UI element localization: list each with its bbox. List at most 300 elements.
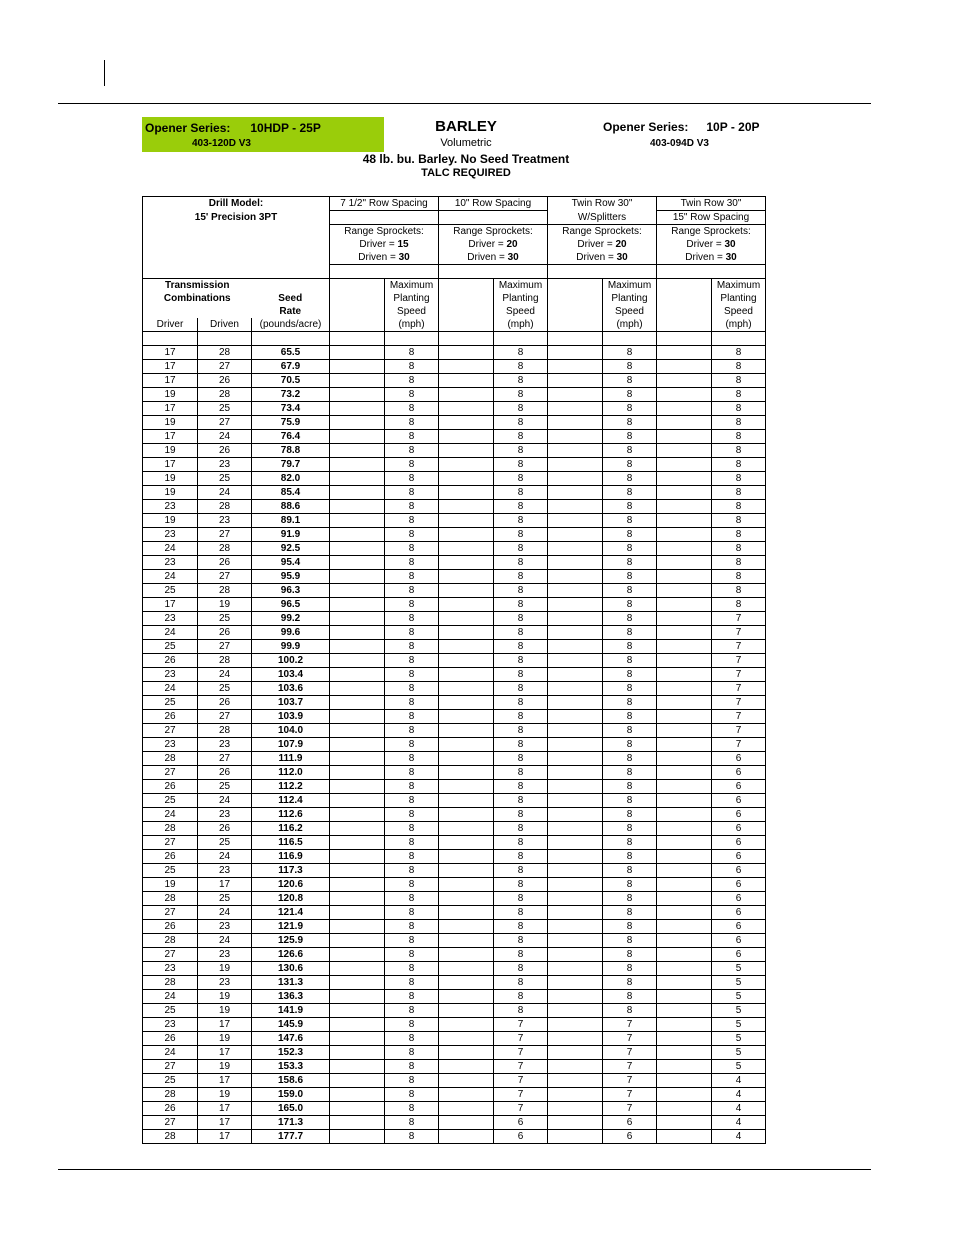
max-speed-cell: 8 — [494, 990, 548, 1004]
blank-cell — [548, 1004, 603, 1018]
max-speed-cell: 8 — [385, 626, 439, 640]
table-row — [143, 556, 766, 570]
driven-cell: 23 — [198, 738, 252, 752]
blank-cell — [548, 626, 603, 640]
max-speed-cell: 8 — [385, 598, 439, 612]
blank-cell — [657, 570, 712, 584]
table-row — [143, 724, 766, 738]
max-speed-cell: 4 — [712, 1102, 766, 1116]
driver-cell: 27 — [143, 766, 198, 780]
blank-cell — [439, 990, 494, 1004]
max-speed-cell: 8 — [603, 556, 657, 570]
blank-cell — [330, 542, 385, 556]
opener-part-number: 403-094D V3 — [650, 138, 709, 149]
driver-cell: 27 — [143, 836, 198, 850]
blank-cell — [330, 892, 385, 906]
blank-cell — [657, 752, 712, 766]
max-speed-cell: 8 — [603, 444, 657, 458]
table-row — [143, 906, 766, 920]
seed-rate-cell: 99.6 — [252, 626, 330, 640]
blank-cell — [330, 416, 385, 430]
max-speed-cell: 8 — [603, 976, 657, 990]
driver-cell: 26 — [143, 920, 198, 934]
max-speed-cell: 8 — [603, 486, 657, 500]
blank-cell — [330, 668, 385, 682]
max-speed-cell: 8 — [385, 906, 439, 920]
max-speed-cell: 8 — [603, 542, 657, 556]
max-speed-cell: 8 — [494, 388, 548, 402]
max-speed-cell: 8 — [603, 626, 657, 640]
blank-cell — [657, 682, 712, 696]
blank-cell — [439, 682, 494, 696]
max-speed-cell: 7 — [494, 1088, 548, 1102]
blank-cell — [657, 598, 712, 612]
table-row — [143, 1102, 766, 1116]
driven-cell: 28 — [198, 346, 252, 360]
driven-cell: 19 — [198, 962, 252, 976]
driven-cell: 19 — [198, 1060, 252, 1074]
blank-cell — [657, 556, 712, 570]
driver-cell: 28 — [143, 892, 198, 906]
blank-cell — [330, 430, 385, 444]
max-speed-cell: 7 — [712, 668, 766, 682]
max-speed-cell: 8 — [494, 640, 548, 654]
blank-cell — [548, 948, 603, 962]
max-speed-cell: 7 — [494, 1046, 548, 1060]
table-row — [143, 472, 766, 486]
blank-cell — [548, 976, 603, 990]
max-speed-cell: 8 — [494, 906, 548, 920]
max-speed-cell: 8 — [494, 878, 548, 892]
blank-cell — [657, 1130, 712, 1144]
blank-cell — [439, 724, 494, 738]
driver-cell: 23 — [143, 556, 198, 570]
max-speed-cell: 8 — [712, 360, 766, 374]
blank-cell — [439, 1088, 494, 1102]
driver-cell: 19 — [143, 444, 198, 458]
driver-cell: 25 — [143, 584, 198, 598]
max-speed-cell: 8 — [494, 570, 548, 584]
driver-cell: 26 — [143, 780, 198, 794]
blank-cell — [657, 1018, 712, 1032]
max-speed-cell: 8 — [603, 696, 657, 710]
max-speed-cell: 5 — [712, 1004, 766, 1018]
max-speed-cell: 8 — [712, 584, 766, 598]
blank-cell — [548, 878, 603, 892]
table-row — [143, 990, 766, 1004]
blank-cell — [657, 808, 712, 822]
blank-cell — [657, 472, 712, 486]
blank-cell — [439, 654, 494, 668]
blank-cell — [548, 346, 603, 360]
max-speed-cell: 8 — [494, 528, 548, 542]
spacing-header: 7 1/2" Row Spacing — [330, 197, 439, 211]
seed-rate-cell: 73.2 — [252, 388, 330, 402]
range-sprockets-label: Range Sprockets: — [439, 225, 548, 239]
seed-rate-cell: 158.6 — [252, 1074, 330, 1088]
blank-cell — [439, 920, 494, 934]
opener-series-right — [603, 120, 760, 134]
driven-cell: 17 — [198, 1130, 252, 1144]
driven-cell: 27 — [198, 528, 252, 542]
driven-cell: 27 — [198, 570, 252, 584]
blank-cell — [439, 1130, 494, 1144]
drill-model: 15' Precision 3PT — [143, 211, 330, 225]
blank-cell — [548, 416, 603, 430]
blank-cell — [548, 430, 603, 444]
blank-cell — [439, 906, 494, 920]
table-row — [143, 360, 766, 374]
max-speed-cell: 7 — [603, 1074, 657, 1088]
blank-cell — [330, 1116, 385, 1130]
driven-cell: 24 — [198, 906, 252, 920]
seed-rate-cell: 67.9 — [252, 360, 330, 374]
max-speed-cell: 8 — [494, 808, 548, 822]
driver-cell: 26 — [143, 1102, 198, 1116]
blank-cell — [657, 738, 712, 752]
blank-cell — [330, 388, 385, 402]
max-speed-cell: 8 — [494, 654, 548, 668]
blank-cell — [330, 1130, 385, 1144]
blank-cell — [657, 626, 712, 640]
blank-cell — [548, 458, 603, 472]
max-speed-cell: 8 — [603, 598, 657, 612]
table-row — [143, 1060, 766, 1074]
driven-cell: 24 — [198, 486, 252, 500]
table-row — [143, 1088, 766, 1102]
driver-cell: 28 — [143, 822, 198, 836]
table-row — [143, 500, 766, 514]
driver-cell: 24 — [143, 808, 198, 822]
driver-cell: 28 — [143, 1088, 198, 1102]
max-speed-cell: 6 — [712, 850, 766, 864]
max-speed-cell: 8 — [494, 696, 548, 710]
blank-cell — [330, 1018, 385, 1032]
blank-cell — [657, 766, 712, 780]
table-row — [143, 626, 766, 640]
seed-rate-cell: 99.9 — [252, 640, 330, 654]
driver-cell: 23 — [143, 500, 198, 514]
blank-cell — [548, 668, 603, 682]
max-speed-cell: 8 — [494, 472, 548, 486]
driver-cell: 17 — [143, 346, 198, 360]
range-driver: Driver = 30 — [657, 238, 766, 251]
max-speed-cell: 8 — [494, 724, 548, 738]
max-speed-cell: 8 — [712, 570, 766, 584]
blank-cell — [548, 1130, 603, 1144]
seed-rate-cell: 111.9 — [252, 752, 330, 766]
max-speed-cell: 8 — [603, 836, 657, 850]
driver-cell: 19 — [143, 486, 198, 500]
blank-cell — [439, 556, 494, 570]
blank-cell — [548, 808, 603, 822]
seed-rate-cell: 73.4 — [252, 402, 330, 416]
table-row — [143, 388, 766, 402]
max-speed-cell: 8 — [603, 724, 657, 738]
drill-model-label: Drill Model: — [143, 197, 330, 211]
opener-label: Opener Series: — [603, 120, 689, 134]
seed-rate-cell: 112.4 — [252, 794, 330, 808]
blank-cell — [330, 948, 385, 962]
blank-cell — [330, 528, 385, 542]
blank-cell — [548, 1102, 603, 1116]
max-speed-cell: 8 — [603, 962, 657, 976]
blank-cell — [657, 542, 712, 556]
max-speed-cell: 8 — [494, 976, 548, 990]
blank-cell — [657, 486, 712, 500]
blank-cell — [439, 402, 494, 416]
blank-cell — [548, 1060, 603, 1074]
seed-rate-cell: 121.4 — [252, 906, 330, 920]
max-speed-cell: 8 — [385, 836, 439, 850]
table-row — [143, 1130, 766, 1144]
blank-cell — [548, 682, 603, 696]
driver-cell: 27 — [143, 1116, 198, 1130]
spacing-subheader — [439, 211, 548, 225]
top-rule — [58, 103, 871, 104]
max-speed-cell: 8 — [603, 934, 657, 948]
blank-cell — [330, 934, 385, 948]
max-speed-cell: 8 — [712, 486, 766, 500]
max-speed-cell: 8 — [712, 416, 766, 430]
transmission-label: Transmission — [143, 279, 252, 293]
blank-cell — [548, 542, 603, 556]
max-speed-cell: 8 — [603, 878, 657, 892]
blank-cell — [657, 612, 712, 626]
max-speed-cell: 8 — [603, 570, 657, 584]
blank-cell — [657, 836, 712, 850]
blank-cell — [330, 1060, 385, 1074]
driver-cell: 17 — [143, 458, 198, 472]
table-row — [143, 514, 766, 528]
max-speed-cell: 8 — [494, 934, 548, 948]
driver-cell: 23 — [143, 668, 198, 682]
max-speed-cell: 8 — [385, 1060, 439, 1074]
seed-rate-cell: 75.9 — [252, 416, 330, 430]
blank-cell — [330, 612, 385, 626]
blank-cell — [439, 780, 494, 794]
blank-cell — [548, 696, 603, 710]
max-speed-cell: 8 — [603, 920, 657, 934]
max-speed-cell: 8 — [385, 388, 439, 402]
table-row — [143, 682, 766, 696]
blank-cell — [439, 850, 494, 864]
blank-cell — [439, 962, 494, 976]
max-speed-cell: 6 — [712, 878, 766, 892]
max-speed-cell: 8 — [712, 514, 766, 528]
blank-cell — [330, 752, 385, 766]
max-speed-cell: 8 — [385, 864, 439, 878]
blank-cell — [657, 780, 712, 794]
max-speed-cell: 6 — [712, 752, 766, 766]
max-speed-cell: 8 — [385, 486, 439, 500]
seed-rate-cell: 120.8 — [252, 892, 330, 906]
driver-cell: 27 — [143, 948, 198, 962]
driven-cell: 24 — [198, 794, 252, 808]
seed-rate-cell: 89.1 — [252, 514, 330, 528]
blank-cell — [657, 374, 712, 388]
blank-cell — [548, 556, 603, 570]
driven-cell: 23 — [198, 920, 252, 934]
max-speed-cell: 8 — [712, 402, 766, 416]
max-speed-cell: 7 — [494, 1060, 548, 1074]
driver-cell: 19 — [143, 878, 198, 892]
max-speed-cell: 8 — [603, 794, 657, 808]
driver-cell: 28 — [143, 1130, 198, 1144]
table-row — [143, 430, 766, 444]
blank-cell — [657, 696, 712, 710]
driven-cell: 23 — [198, 514, 252, 528]
max-speed-cell: 6 — [712, 864, 766, 878]
seed-rate-cell: 125.9 — [252, 934, 330, 948]
blank-cell — [548, 612, 603, 626]
max-speed-cell: 8 — [494, 514, 548, 528]
table-row — [143, 710, 766, 724]
max-speed-cell: 8 — [603, 472, 657, 486]
max-speed-cell: 8 — [494, 556, 548, 570]
blank-cell — [657, 906, 712, 920]
max-speed-cell: 8 — [712, 542, 766, 556]
table-row — [143, 584, 766, 598]
driven-cell: 28 — [198, 724, 252, 738]
max-speed-cell: 6 — [712, 948, 766, 962]
driver-cell: 28 — [143, 976, 198, 990]
blank-cell — [548, 472, 603, 486]
max-speed-cell: 8 — [603, 374, 657, 388]
seed-rate-cell: 107.9 — [252, 738, 330, 752]
driven-cell: 28 — [198, 654, 252, 668]
rate-header: Rate — [252, 305, 330, 318]
blank-cell — [439, 542, 494, 556]
table-row — [143, 612, 766, 626]
max-speed-cell: 8 — [385, 374, 439, 388]
max-speed-cell: 8 — [494, 850, 548, 864]
driven-cell: 26 — [198, 766, 252, 780]
max-speed-cell: 8 — [385, 668, 439, 682]
max-speed-cell: 7 — [603, 1018, 657, 1032]
max-speed-cell: 8 — [494, 864, 548, 878]
blank-cell — [330, 850, 385, 864]
max-speed-cell: 8 — [385, 416, 439, 430]
speed-header: Maximum — [494, 279, 548, 293]
driver-cell: 26 — [143, 850, 198, 864]
max-speed-cell: 8 — [603, 990, 657, 1004]
driven-cell: 27 — [198, 360, 252, 374]
blank-cell — [330, 724, 385, 738]
blank-cell — [330, 654, 385, 668]
blank-cell — [548, 514, 603, 528]
max-speed-cell: 8 — [603, 654, 657, 668]
blank-cell — [548, 766, 603, 780]
table-row — [143, 1116, 766, 1130]
max-speed-cell: 7 — [603, 1032, 657, 1046]
max-speed-cell: 7 — [712, 682, 766, 696]
blank-cell — [439, 976, 494, 990]
seed-rate-cell: 153.3 — [252, 1060, 330, 1074]
blank-cell — [657, 1032, 712, 1046]
blank-cell — [657, 1102, 712, 1116]
range-driver: Driver = 20 — [548, 238, 657, 251]
table-row — [143, 766, 766, 780]
spacing-subheader: W/Splitters — [548, 211, 657, 225]
blank-cell — [439, 752, 494, 766]
blank-cell — [657, 976, 712, 990]
range-driver: Driver = 20 — [439, 238, 548, 251]
seed-rate-cell: 103.7 — [252, 696, 330, 710]
max-speed-cell: 8 — [494, 458, 548, 472]
blank-cell — [330, 906, 385, 920]
seed-rate-cell: 136.3 — [252, 990, 330, 1004]
driver-cell: 24 — [143, 570, 198, 584]
blank-cell — [330, 864, 385, 878]
max-speed-cell: 8 — [712, 430, 766, 444]
range-driven: Driven = 30 — [330, 251, 439, 265]
driven-column-header: Driven — [198, 318, 252, 332]
max-speed-cell: 8 — [494, 738, 548, 752]
blank-cell — [439, 416, 494, 430]
max-speed-cell: 5 — [712, 1032, 766, 1046]
max-speed-cell: 8 — [385, 878, 439, 892]
max-speed-cell: 8 — [712, 346, 766, 360]
blank-cell — [657, 822, 712, 836]
max-speed-cell: 7 — [712, 710, 766, 724]
max-speed-cell: 8 — [385, 346, 439, 360]
opener-series-left — [142, 117, 384, 152]
max-speed-cell: 6 — [603, 1130, 657, 1144]
table-row — [143, 1032, 766, 1046]
blank-cell — [439, 486, 494, 500]
seed-rate-cell: 100.2 — [252, 654, 330, 668]
blank-cell — [548, 388, 603, 402]
blank-cell — [330, 626, 385, 640]
blank-cell — [439, 584, 494, 598]
opener-value: 10P - 20P — [706, 120, 760, 134]
blank-cell — [439, 472, 494, 486]
max-speed-cell: 8 — [712, 472, 766, 486]
max-speed-cell: 7 — [603, 1060, 657, 1074]
seed-rate-cell: 165.0 — [252, 1102, 330, 1116]
driven-cell: 25 — [198, 682, 252, 696]
max-speed-cell: 8 — [494, 920, 548, 934]
driven-cell: 25 — [198, 892, 252, 906]
max-speed-cell: 8 — [603, 738, 657, 752]
max-speed-cell: 8 — [603, 752, 657, 766]
range-driven: Driven = 30 — [657, 251, 766, 265]
spacing-subheader — [330, 211, 439, 225]
driver-cell: 27 — [143, 906, 198, 920]
driven-cell: 17 — [198, 878, 252, 892]
blank-cell — [657, 878, 712, 892]
table-row — [143, 934, 766, 948]
seed-note: 48 lb. bu. Barley. No Seed Treatment — [362, 152, 570, 166]
driver-cell: 25 — [143, 1004, 198, 1018]
units-header: (pounds/acre) — [252, 318, 330, 332]
max-speed-cell: 7 — [494, 1074, 548, 1088]
table-row — [143, 416, 766, 430]
seed-rate-cell: 121.9 — [252, 920, 330, 934]
blank-cell — [439, 430, 494, 444]
driven-cell: 24 — [198, 934, 252, 948]
driven-cell: 19 — [198, 990, 252, 1004]
table-row — [143, 948, 766, 962]
driver-cell: 25 — [143, 864, 198, 878]
max-speed-cell: 8 — [494, 542, 548, 556]
seed-rate-cell: 70.5 — [252, 374, 330, 388]
blank-cell — [439, 1074, 494, 1088]
driven-cell: 19 — [198, 1004, 252, 1018]
blank-cell — [548, 528, 603, 542]
table-row — [143, 668, 766, 682]
